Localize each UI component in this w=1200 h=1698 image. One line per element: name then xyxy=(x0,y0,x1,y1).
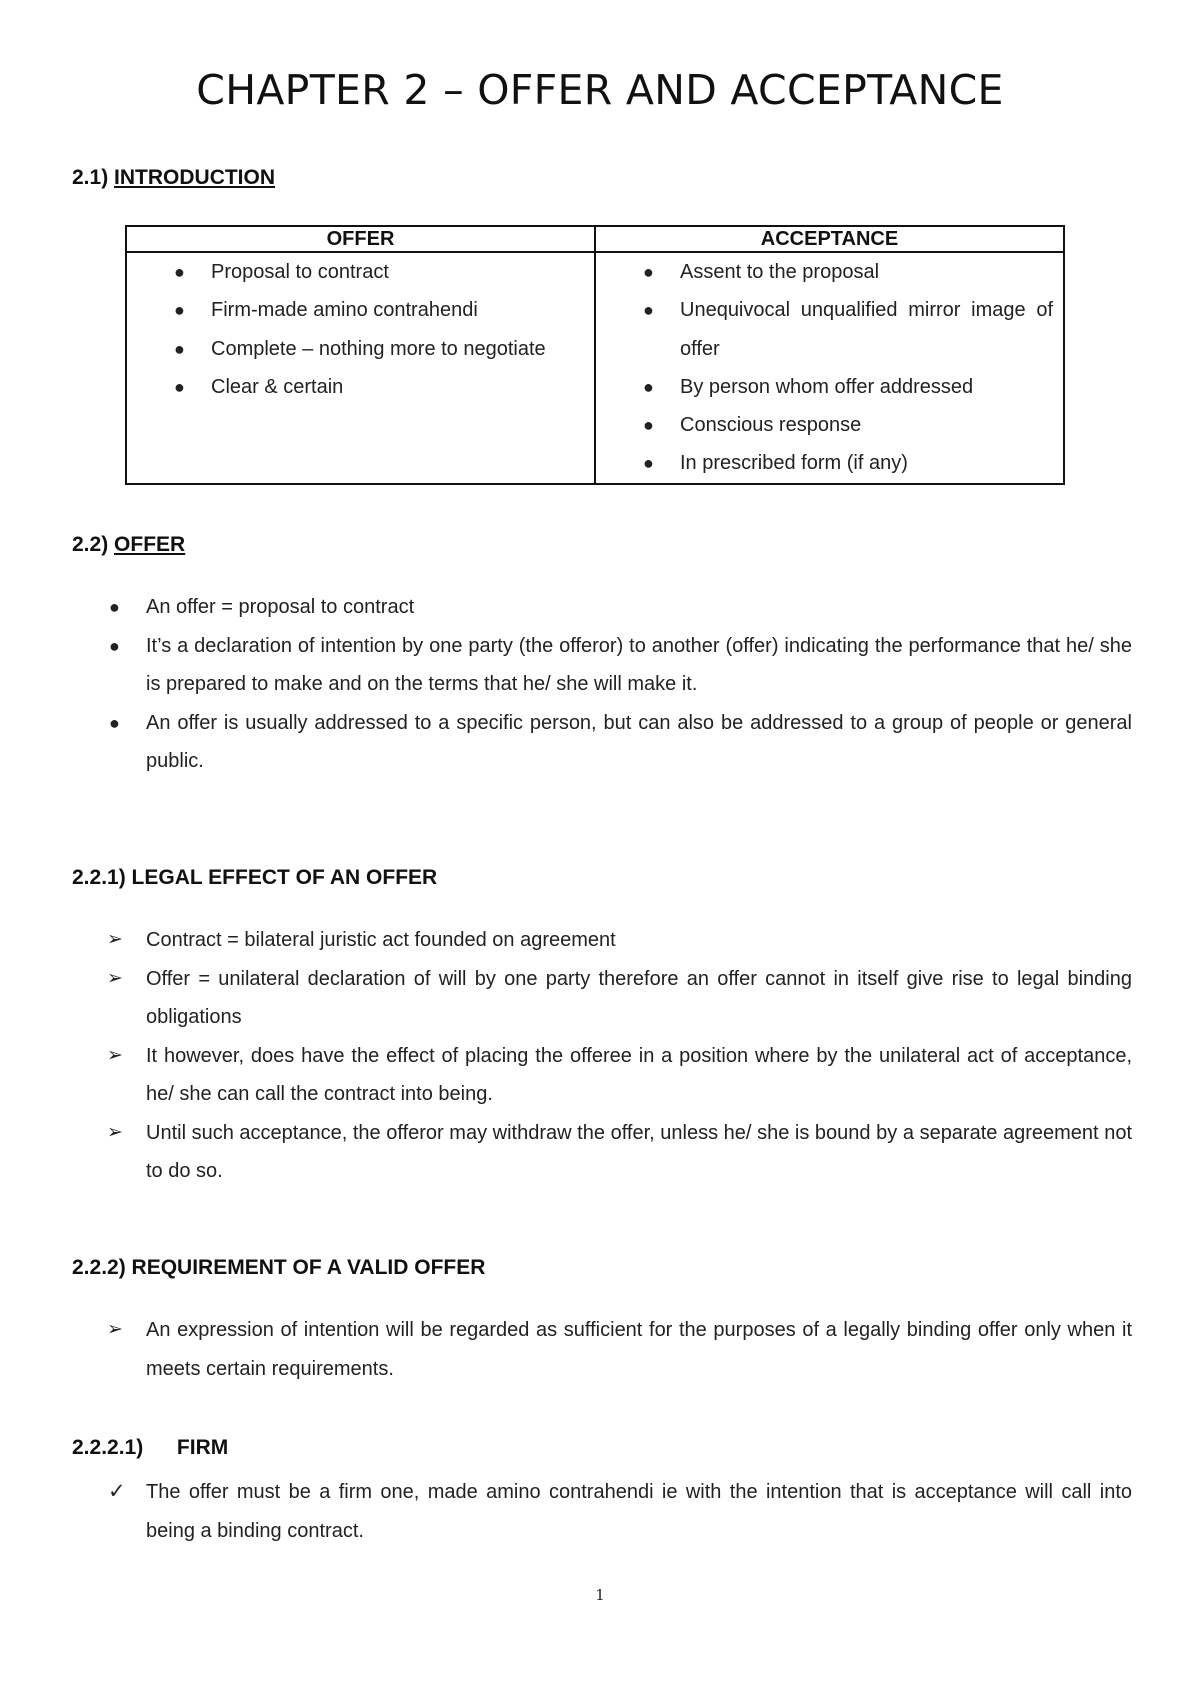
page-number: 1 xyxy=(595,1586,605,1604)
acceptance-column-cell xyxy=(595,252,1064,484)
list-item: ➢ Offer = unilateral declaration of will by one party therefore an offer cannot in itself give rise to legal binding obligations xyxy=(72,960,1132,1037)
list-item: ● Clear & certain xyxy=(127,368,584,406)
bullet-icon: ● xyxy=(643,300,654,321)
section-title: INTRODUCTION xyxy=(114,166,276,189)
requirement-bullet-list xyxy=(72,1311,1132,1388)
bullet-icon: ● xyxy=(109,597,120,617)
section-heading-firm xyxy=(72,1436,228,1460)
bullet-icon: ● xyxy=(643,415,654,436)
arrow-bullet-icon: ➢ xyxy=(107,1319,123,1340)
bullet-icon: ● xyxy=(109,635,120,656)
list-item: ● Complete – nothing more to negotiate xyxy=(127,330,584,368)
check-bullet-icon: ✓ xyxy=(108,1480,126,1503)
bullet-icon: ● xyxy=(174,262,185,282)
list-item: ● An offer is usually addressed to a specific person, but can also be addressed to a group of people or general public. xyxy=(72,704,1132,781)
list-item: ➢ An expression of intention will be regarded as sufficient for the purposes of a legally binding offer only when it meets certain requirements. xyxy=(72,1311,1132,1388)
list-item: ● An offer = proposal to contract xyxy=(72,588,1132,627)
section-number: 2.2.2.1) xyxy=(72,1436,144,1459)
section-heading-requirement: 2.2.2) REQUIREMENT OF A VALID OFFER xyxy=(72,1256,486,1279)
bullet-icon: ● xyxy=(174,376,185,397)
section-title: OFFER xyxy=(114,533,186,556)
list-item: ➢ Until such acceptance, the offeror may withdraw the offer, unless he/ she is bound by a separate agreement not to do so. xyxy=(72,1114,1132,1191)
list-item: ● By person whom offer addressed xyxy=(596,368,1053,406)
table-body-row xyxy=(126,252,1064,484)
offer-column-cell xyxy=(126,252,595,484)
arrow-bullet-icon: ➢ xyxy=(107,1044,123,1066)
firm-bullet-list xyxy=(72,1473,1132,1550)
list-item: ● Proposal to contract xyxy=(127,253,584,291)
section-heading-legal-effect: 2.2.1) LEGAL EFFECT OF AN OFFER xyxy=(72,866,438,889)
bullet-icon: ● xyxy=(174,338,185,359)
offer-column-header: OFFER xyxy=(126,226,595,252)
offer-characteristics-list xyxy=(127,253,584,406)
offer-bullet-list xyxy=(72,588,1132,781)
bullet-icon: ● xyxy=(643,262,654,282)
acceptance-characteristics-list xyxy=(596,253,1053,483)
section-heading-offer xyxy=(72,533,185,557)
list-item: ● Firm-made amino contrahendi xyxy=(127,291,584,329)
list-item: ● Assent to the proposal xyxy=(596,253,1053,291)
arrow-bullet-icon: ➢ xyxy=(107,929,123,950)
list-item: ● In prescribed form (if any) xyxy=(596,444,1053,482)
arrow-bullet-icon: ➢ xyxy=(107,1121,123,1143)
acceptance-column-header: ACCEPTANCE xyxy=(595,226,1064,252)
section-heading-introduction xyxy=(72,166,275,190)
list-item: ● Conscious response xyxy=(596,406,1053,444)
section-number: 2.2) xyxy=(72,533,109,556)
bullet-icon: ● xyxy=(643,453,654,474)
list-item: ● It’s a declaration of intention by one party (the offeror) to another (offer) indicating the performance that he/ she is prepared to make and on the terms that he/ she will make it. xyxy=(72,627,1132,704)
list-item: ➢ It however, does have the effect of placing the offeree in a position where by the unilateral act of acceptance, he/ she can call the contract into being. xyxy=(72,1037,1132,1114)
table-header-row xyxy=(126,226,1064,252)
section-number: 2.1) xyxy=(72,166,109,189)
section-title: FIRM xyxy=(176,1436,229,1459)
list-item: ● Unequivocal unqualified mirror image of offer xyxy=(596,291,1053,368)
bullet-icon: ● xyxy=(174,300,185,321)
list-item: ✓ The offer must be a firm one, made amino contrahendi ie with the intention that is acceptance will call into being a binding contract. xyxy=(72,1473,1132,1550)
chapter-title: CHAPTER 2 – OFFER AND ACCEPTANCE xyxy=(196,66,1004,114)
list-item: ➢ Contract = bilateral juristic act founded on agreement xyxy=(72,921,1132,960)
arrow-bullet-icon: ➢ xyxy=(107,967,123,989)
bullet-icon: ● xyxy=(109,712,120,733)
offer-acceptance-table xyxy=(125,225,1065,485)
bullet-icon: ● xyxy=(643,376,654,397)
legal-effect-bullet-list xyxy=(72,921,1132,1191)
